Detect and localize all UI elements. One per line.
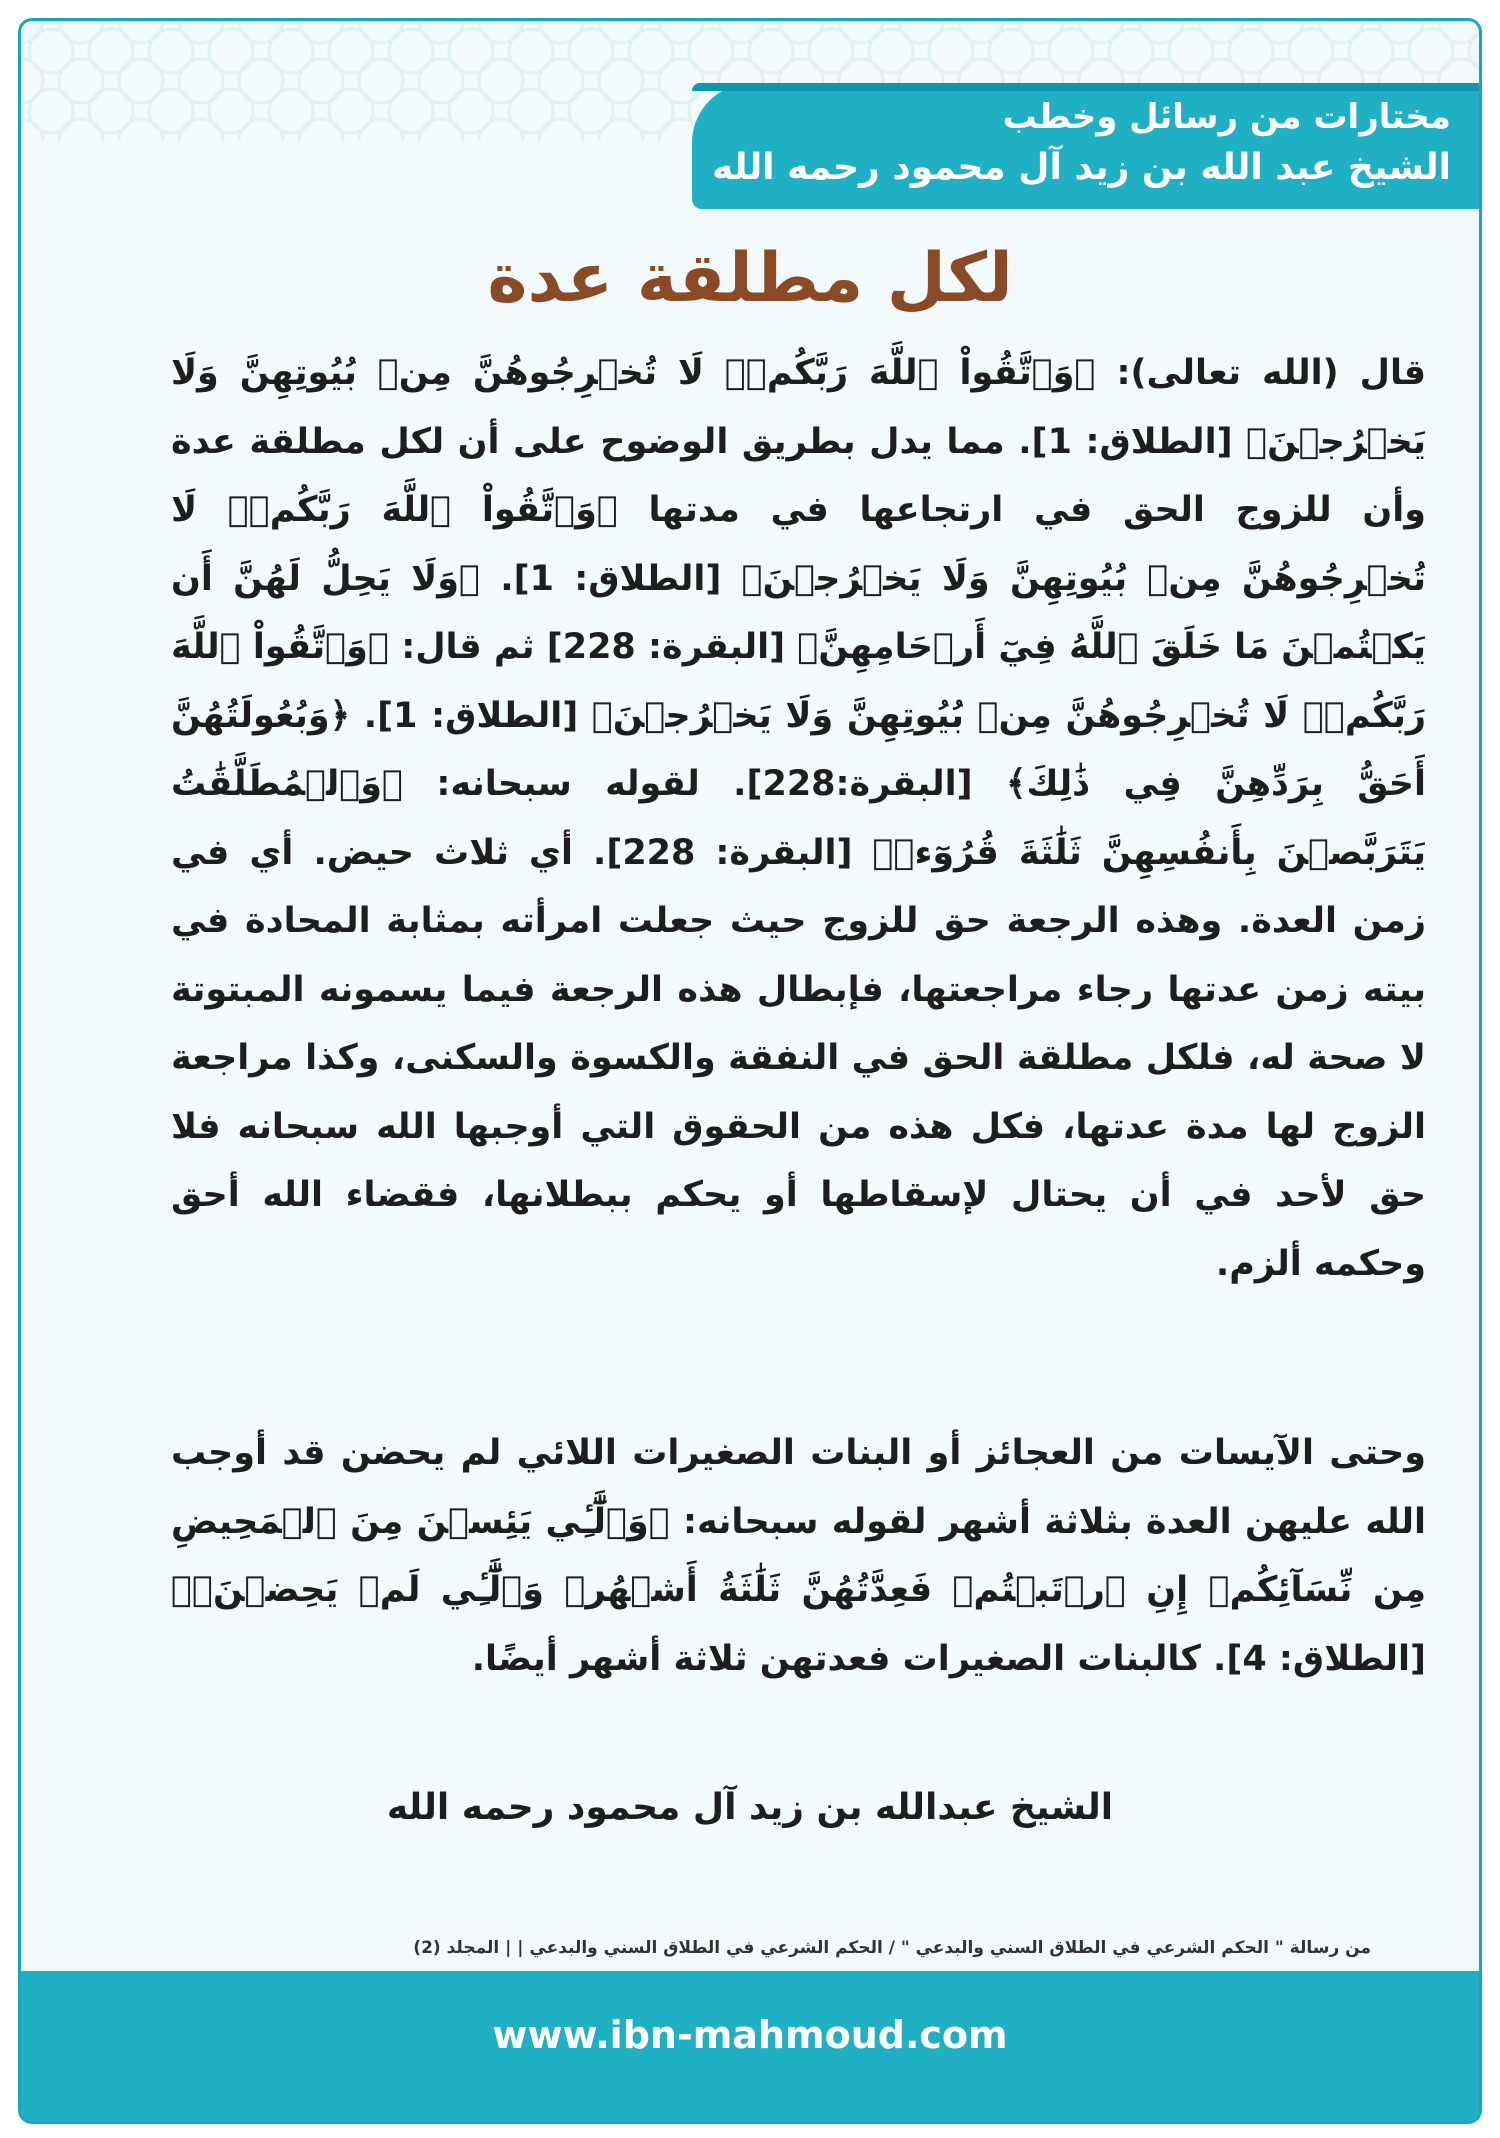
author-signature: الشيخ عبدالله بن زيد آل محمود رحمه الله — [386, 1787, 1114, 1828]
footer-bar — [21, 1971, 1479, 2121]
source-citation: من رسالة " الحكم الشرعي في الطلاق السني والبدعي " / الحكم الشرعي في الطلاق السني والبدعي | | المجلد (2) — [413, 1938, 1371, 1958]
website-link[interactable]: www.ibn-mahmoud.com — [492, 2013, 1008, 2057]
header-series-title: مختارات من رسائل وخطب — [1002, 97, 1451, 137]
document-page — [18, 18, 1482, 2124]
header-author-name: الشيخ عبد الله بن زيد آل محمود رحمه الله — [712, 147, 1451, 188]
article-paragraph-2: وحتى الآيسات من العجائز أو البنات الصغيرات اللائي لم يحضن قد أوجب الله عليهن العدة بثلاثة أشهر لقوله سبحانه: ﴿وَٱلَّٰٓـِٔي يَئِسۡنَ مِنَ ٱلۡمَحِيضِ مِن نِّسَآئِكُمۡ إِنِ ٱرۡتَبۡتُمۡ فَعِدَّتُهُنَّ ثَلَٰثَةُ أَشۡهُرٖ وَٱلَّٰٓـِٔي لَمۡ يَحِضۡنَۚ﴾ [الطلاق: 4]. كالبنات الصغيرات فعدتهن ثلاثة أشهر أيضًا. — [171, 1433, 1426, 1679]
article-paragraph-1: قال (الله تعالى): ﴿وَٱتَّقُواْ ٱللَّهَ رَبَّكُمۡۖ لَا تُخۡرِجُوهُنَّ مِنۢ بُيُوتِهِنَّ وَلَا يَخۡرُجۡنَ﴾ [الطلاق: 1]. مما يدل بطريق الوضوح على أن لكل مطلقة عدة وأن للزوج الحق في ارتجاعها في مدتها ﴿وَٱتَّقُواْ ٱللَّهَ رَبَّكُمۡۖ لَا تُخۡرِجُوهُنَّ مِنۢ بُيُوتِهِنَّ وَلَا يَخۡرُجۡنَ﴾ [الطلاق: 1]. ﴿وَلَا يَحِلُّ لَهُنَّ أَن يَكۡتُمۡنَ مَا خَلَقَ ٱللَّهُ فِيٓ أَرۡحَامِهِنَّ﴾ [البقرة: 228] ثم قال: ﴿وَٱتَّقُواْ ٱللَّهَ رَبَّكُمۡۖ لَا تُخۡرِجُوهُنَّ مِنۢ بُيُوتِهِنَّ وَلَا يَخۡرُجۡنَ﴾ [الطلاق: 1]. ﴿وَبُعُولَتُهُنَّ أَحَقُّ بِرَدِّهِنَّ فِي ذَٰلِكَ﴾ [البقرة:228]. لقوله سبحانه: ﴿وَٱلۡمُطَلَّقَٰتُ يَتَرَبَّصۡنَ بِأَنفُسِهِنَّ ثَلَٰثَةَ قُرُوٓءٖ﴾ [البقرة: 228]. أي ثلاث حيض. أي في زمن العدة. وهذه الرجعة حق للزوج حيث جعلت امرأته بمثابة المحادة في بيته زمن عدتها رجاء مراجعتها، فإبطال هذه الرجعة فيما يسمونه المبتوتة لا صحة له، فلكل مطلقة الحق في النفقة والكسوة والسكنى، وكذا مراجعة الزوج لها مدة عدتها، فكل هذه من الحقوق التي أوجبها الله سبحانه فلا حق لأحد في أن يحتال لإسقاطها أو يحكم ببطلانها، فقضاء الله أحق وحكمه ألزم. — [171, 353, 1426, 1284]
article-title: لكل مطلقة عدة — [487, 239, 1013, 318]
